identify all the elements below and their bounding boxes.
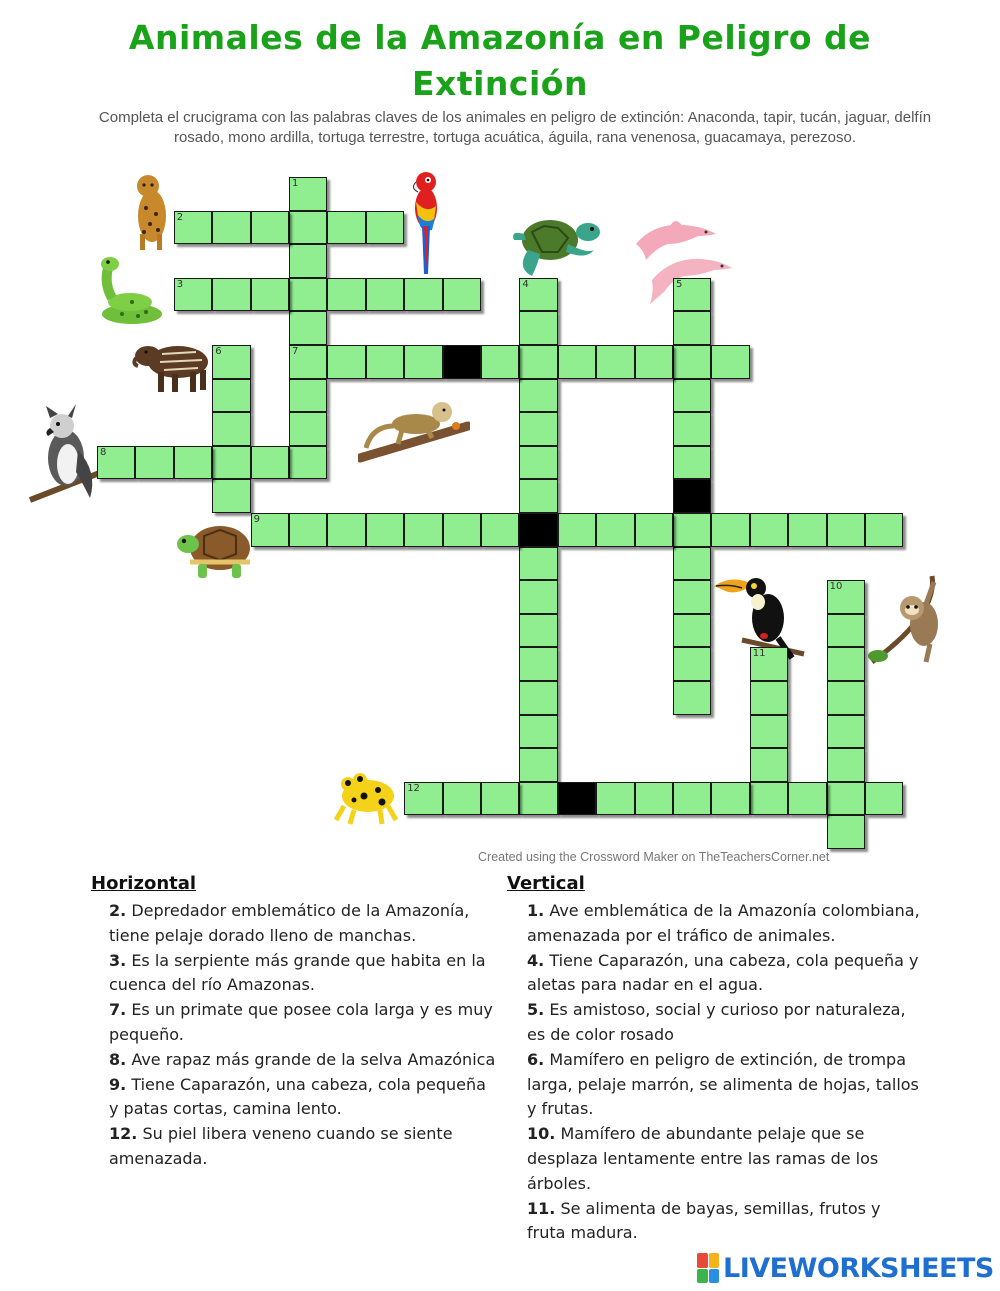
crossword-cell-input[interactable]: [367, 279, 403, 311]
crossword-cell[interactable]: [404, 782, 442, 816]
crossword-cell[interactable]: [366, 278, 404, 312]
crossword-cell-input[interactable]: [520, 447, 556, 479]
crossword-cell[interactable]: [212, 278, 250, 312]
crossword-cell[interactable]: [289, 345, 327, 379]
crossword-cell[interactable]: [596, 782, 634, 816]
crossword-cell[interactable]: [673, 311, 711, 345]
crossword-cell[interactable]: [212, 379, 250, 413]
crossword-cell-input[interactable]: [367, 346, 403, 378]
crossword-cell-input[interactable]: [175, 447, 211, 479]
clue-number: 2: [176, 211, 184, 223]
crossword-cell-input[interactable]: [597, 514, 633, 546]
crossword-cell[interactable]: [135, 446, 173, 480]
crossword-cell-input[interactable]: [751, 749, 787, 781]
clue-number-label: 12.: [109, 1124, 138, 1144]
crossword-cell[interactable]: [289, 211, 327, 245]
crossword-cell[interactable]: [212, 479, 250, 513]
crossword-cell-input[interactable]: [559, 346, 595, 378]
crossword-cell[interactable]: [366, 513, 404, 547]
clue-text: Tiene Caparazón, una cabeza, cola pequeña y aletas para nadar en el agua.: [527, 950, 919, 995]
crossword-cell-input[interactable]: [405, 783, 441, 815]
crossword-cell[interactable]: [289, 446, 327, 480]
vertical-clue: [527, 1197, 922, 1247]
clue-number: 8: [100, 446, 107, 458]
credit-text: Created using the Crossword Maker on TheTeachersCorner.net: [478, 850, 830, 864]
crossword-cell-input[interactable]: [828, 749, 864, 781]
crossword-cell[interactable]: [635, 513, 673, 547]
clue-number-label: 5.: [527, 1000, 545, 1020]
crossword-cell[interactable]: [519, 446, 557, 480]
crossword-cell-input[interactable]: [213, 212, 249, 244]
crossword-cell[interactable]: [673, 345, 711, 379]
clue-number-label: 7.: [109, 1000, 127, 1020]
crossword-cell-input[interactable]: [520, 279, 556, 311]
crossword-block: [673, 479, 711, 513]
crossword-cell-input[interactable]: [252, 279, 288, 311]
crossword-cell[interactable]: [212, 345, 250, 379]
page-title-line-2: Extinción: [412, 64, 588, 103]
crossword-cell-input[interactable]: [559, 514, 595, 546]
clue-number-label: 2.: [109, 901, 127, 920]
crossword-cell-input[interactable]: [405, 346, 441, 378]
crossword-cell[interactable]: [251, 211, 289, 245]
crossword-cell-input[interactable]: [674, 279, 710, 311]
crossword-cell[interactable]: [827, 815, 865, 849]
horizontal-clues: [109, 899, 499, 1172]
crossword-block: [519, 513, 557, 547]
crossword-cell[interactable]: [558, 345, 596, 379]
crossword-cell[interactable]: [404, 278, 442, 312]
clue-number-label: 9.: [109, 1074, 127, 1094]
crossword-cell-input[interactable]: [674, 615, 710, 647]
crossword-cell-input[interactable]: [444, 783, 480, 815]
crossword-cell[interactable]: [673, 647, 711, 681]
crossword-cell[interactable]: [673, 513, 711, 547]
crossword-cell-input[interactable]: [520, 682, 556, 714]
crossword-cell[interactable]: [289, 278, 327, 312]
crossword-cell[interactable]: [827, 748, 865, 782]
crossword-cell-input[interactable]: [444, 279, 480, 311]
crossword-cell-input[interactable]: [828, 581, 864, 613]
crossword-cell-input[interactable]: [520, 346, 556, 378]
crossword-cell-input[interactable]: [482, 783, 518, 815]
crossword-cell-input[interactable]: [751, 648, 787, 680]
logo-badge-icon: [697, 1253, 719, 1283]
clue-number: 4: [522, 278, 529, 290]
crossword-cell-input[interactable]: [828, 783, 864, 815]
crossword-cell-input[interactable]: [405, 279, 441, 311]
crossword-cell[interactable]: [289, 513, 327, 547]
crossword-cell[interactable]: [519, 311, 557, 345]
horizontal-heading: Horizontal: [91, 873, 197, 894]
crossword-cell-input[interactable]: [828, 682, 864, 714]
crossword-cell-input[interactable]: [789, 783, 825, 815]
crossword-cell-input[interactable]: [328, 212, 364, 244]
crossword-cell[interactable]: [251, 278, 289, 312]
crossword-cell[interactable]: [327, 513, 365, 547]
crossword-cell[interactable]: [519, 345, 557, 379]
logo-text: LIVEWORKSHEETS: [723, 1252, 994, 1284]
clue-text: Mamífero en peligro de extinción, de trompa larga, pelaje marrón, se alimenta de hojas, tallos y frutas.: [527, 1049, 919, 1119]
crossword-cell[interactable]: [711, 513, 749, 547]
crossword-cell-input[interactable]: [290, 312, 326, 344]
vertical-clue: [527, 1048, 922, 1122]
crossword-cell-input[interactable]: [328, 279, 364, 311]
crossword-cell[interactable]: [827, 580, 865, 614]
crossword-cell-input[interactable]: [252, 514, 288, 546]
crossword-cell-input[interactable]: [636, 346, 672, 378]
crossword-cell-input[interactable]: [674, 514, 710, 546]
crossword-cell[interactable]: [519, 580, 557, 614]
clue-number-label: 8.: [109, 1049, 127, 1069]
crossword-cell[interactable]: [673, 278, 711, 312]
clue-text: Es un primate que posee cola larga y es muy pequeño.: [109, 1000, 493, 1044]
crossword-cell[interactable]: [673, 681, 711, 715]
crossword-cell[interactable]: [519, 278, 557, 312]
crossword-cell-input[interactable]: [751, 514, 787, 546]
crossword-cell-input[interactable]: [213, 346, 249, 378]
crossword-cell[interactable]: [519, 748, 557, 782]
crossword-cell[interactable]: [673, 412, 711, 446]
crossword-cell-input[interactable]: [213, 279, 249, 311]
crossword-cell-input[interactable]: [328, 514, 364, 546]
crossword-cell-input[interactable]: [674, 682, 710, 714]
crossword-cell[interactable]: [289, 244, 327, 278]
crossword-cell-input[interactable]: [482, 346, 518, 378]
crossword-cell[interactable]: [519, 379, 557, 413]
vertical-clue: [527, 899, 922, 949]
crossword-cell[interactable]: [865, 782, 903, 816]
crossword-cell[interactable]: [750, 715, 788, 749]
crossword-cell-input[interactable]: [674, 346, 710, 378]
crossword-cell[interactable]: [865, 513, 903, 547]
clue-number-label: 6.: [527, 1049, 545, 1069]
crossword-cell-input[interactable]: [213, 380, 249, 412]
crossword-cell-input[interactable]: [597, 783, 633, 815]
crossword-cell[interactable]: [443, 782, 481, 816]
crossword-cell[interactable]: [174, 278, 212, 312]
clue-number: 10: [829, 581, 843, 593]
crossword-cell[interactable]: [827, 647, 865, 681]
vertical-clue: [527, 1122, 922, 1196]
crossword-cell[interactable]: [711, 782, 749, 816]
clue-number-label: 3.: [109, 950, 127, 970]
crossword-cell[interactable]: [673, 614, 711, 648]
crossword-cell-input[interactable]: [252, 447, 288, 479]
crossword-cell[interactable]: [635, 345, 673, 379]
crossword-cell-input[interactable]: [636, 514, 672, 546]
vertical-clue: [527, 998, 922, 1048]
clue-number: 7: [292, 346, 299, 357]
crossword-cell-input[interactable]: [866, 783, 902, 815]
crossword-cell[interactable]: [327, 278, 365, 312]
crossword-cell[interactable]: [481, 513, 519, 547]
crossword-cell-input[interactable]: [789, 514, 825, 546]
crossword-cell[interactable]: [519, 647, 557, 681]
crossword-cell[interactable]: [404, 345, 442, 379]
clue-number-label: 11.: [527, 1198, 556, 1218]
crossword-cell-input[interactable]: [213, 480, 249, 512]
crossword-cell[interactable]: [596, 513, 634, 547]
crossword-cell-input[interactable]: [405, 514, 441, 546]
vertical-clues: [527, 899, 922, 1246]
crossword-cell-input[interactable]: [520, 581, 556, 613]
clue-text: Depredador emblemático de la Amazonía, tiene pelaje dorado lleno de manchas.: [109, 901, 470, 945]
horizontal-clue: [109, 1122, 499, 1172]
clue-text: Mamífero de abundante pelaje que se desplaza lentamente entre las ramas de los árboles.: [527, 1124, 879, 1193]
crossword-cell[interactable]: [827, 681, 865, 715]
clue-number: 12: [407, 782, 420, 794]
crossword-cell-input[interactable]: [674, 581, 710, 613]
crossword-cell-input[interactable]: [136, 447, 172, 479]
page-title: Animales de la Amazonía en Peligro de: [128, 18, 872, 57]
crossword-cell-input[interactable]: [520, 548, 556, 580]
crossword-cell[interactable]: [289, 379, 327, 413]
crossword-cell[interactable]: [596, 345, 634, 379]
crossword-cell[interactable]: [289, 177, 327, 211]
crossword-cell-input[interactable]: [751, 682, 787, 714]
crossword-block: [443, 345, 481, 379]
crossword-cell-input[interactable]: [866, 514, 902, 546]
crossword-cell[interactable]: [750, 647, 788, 681]
crossword-cell-input[interactable]: [328, 346, 364, 378]
crossword-cell-input[interactable]: [674, 548, 710, 580]
crossword-cell[interactable]: [711, 345, 749, 379]
crossword-cell-input[interactable]: [290, 447, 326, 479]
horizontal-clue: [109, 1073, 499, 1123]
clue-number: 5: [676, 278, 683, 290]
vertical-heading: Vertical: [507, 873, 585, 894]
crossword-cell-input[interactable]: [290, 380, 326, 412]
crossword-cell[interactable]: [366, 211, 404, 245]
horizontal-clue: [109, 949, 499, 999]
clue-text: Se alimenta de bayas, semillas, frutos y fruta madura.: [527, 1198, 881, 1243]
crossword-cell-input[interactable]: [252, 212, 288, 244]
crossword-cell-input[interactable]: [828, 615, 864, 647]
crossword-block: [558, 782, 596, 816]
horizontal-clue: [109, 998, 499, 1048]
crossword-cell-input[interactable]: [290, 212, 326, 244]
crossword-cell-input[interactable]: [290, 346, 326, 378]
clue-text: Ave rapaz más grande de la selva Amazónica: [131, 1049, 496, 1069]
crossword-cell[interactable]: [443, 278, 481, 312]
crossword-cell-input[interactable]: [520, 380, 556, 412]
crossword-cell[interactable]: [174, 211, 212, 245]
crossword-cell[interactable]: [558, 513, 596, 547]
crossword-cell[interactable]: [366, 345, 404, 379]
clue-number-label: 10.: [527, 1124, 556, 1144]
crossword-cell-input[interactable]: [751, 783, 787, 815]
crossword-cell-input[interactable]: [674, 312, 710, 344]
crossword-cell[interactable]: [519, 547, 557, 581]
crossword-cell-input[interactable]: [828, 514, 864, 546]
crossword-cell-input[interactable]: [482, 514, 518, 546]
clue-text: Es amistoso, social y curioso por naturaleza, es de color rosado: [527, 1000, 906, 1044]
crossword-cell[interactable]: [673, 446, 711, 480]
crossword-cell[interactable]: [251, 513, 289, 547]
crossword-cell-input[interactable]: [520, 648, 556, 680]
crossword-cell-input[interactable]: [213, 413, 249, 445]
crossword-cell-input[interactable]: [674, 447, 710, 479]
crossword-cell-input[interactable]: [98, 447, 134, 479]
clue-number: 3: [176, 278, 184, 290]
crossword-cell-input[interactable]: [290, 514, 326, 546]
crossword-cell-input[interactable]: [290, 245, 326, 277]
crossword-cell[interactable]: [673, 782, 711, 816]
crossword-cell-input[interactable]: [597, 346, 633, 378]
crossword-cell-input[interactable]: [367, 212, 403, 244]
crossword-cell-input[interactable]: [175, 279, 211, 311]
crossword-cell[interactable]: [251, 446, 289, 480]
crossword-cell-input[interactable]: [444, 514, 480, 546]
crossword-cell[interactable]: [97, 446, 135, 480]
horizontal-clue: [109, 1048, 499, 1073]
crossword-cell[interactable]: [212, 412, 250, 446]
crossword-cell[interactable]: [673, 379, 711, 413]
crossword-cell[interactable]: [519, 681, 557, 715]
crossword-cell[interactable]: [212, 211, 250, 245]
crossword-cell-input[interactable]: [520, 480, 556, 512]
crossword-cell[interactable]: [750, 681, 788, 715]
clue-number: 6: [215, 346, 222, 357]
crossword-cell-input[interactable]: [751, 716, 787, 748]
clue-number-label: 1.: [527, 901, 545, 920]
crossword-cell-input[interactable]: [520, 783, 556, 815]
crossword-cell[interactable]: [750, 748, 788, 782]
crossword-cell-input[interactable]: [290, 413, 326, 445]
crossword-cell-input[interactable]: [290, 279, 326, 311]
crossword-cell[interactable]: [788, 513, 826, 547]
crossword-cell-input[interactable]: [674, 648, 710, 680]
clue-text: Ave emblemática de la Amazonía colombiana, amenazada por el tráfico de animales.: [527, 901, 920, 945]
crossword-cell-input[interactable]: [213, 447, 249, 479]
crossword-cell-input[interactable]: [520, 749, 556, 781]
instructions: Completa el crucigrama con las palabras claves de los animales en peligro de extinción: Anaconda, tapir, tucán, jaguar, delfín rosado, mono ardilla, tortuga terrestre, tortuga acuática, águila, rana venenosa, guacamaya, perezoso.: [98, 109, 932, 146]
crossword-cell[interactable]: [673, 547, 711, 581]
crossword-cell-input[interactable]: [367, 514, 403, 546]
crossword-cell[interactable]: [827, 513, 865, 547]
crossword-cell-input[interactable]: [520, 716, 556, 748]
liveworksheets-logo: [697, 1251, 994, 1285]
crossword-cell[interactable]: [750, 513, 788, 547]
crossword-cell-input[interactable]: [520, 312, 556, 344]
crossword-cell[interactable]: [827, 715, 865, 749]
crossword-cell[interactable]: [174, 446, 212, 480]
clue-number: 11: [752, 648, 766, 660]
crossword-cell[interactable]: [519, 614, 557, 648]
crossword-cell[interactable]: [404, 513, 442, 547]
crossword-cell-input[interactable]: [520, 413, 556, 445]
crossword-cell[interactable]: [519, 715, 557, 749]
crossword-cell[interactable]: [289, 311, 327, 345]
crossword-cell[interactable]: [519, 479, 557, 513]
vertical-clue: [527, 949, 922, 999]
crossword-cell-input[interactable]: [674, 413, 710, 445]
clue-text: Tiene Caparazón, una cabeza, cola pequeña y patas cortas, camina lento.: [109, 1074, 486, 1119]
crossword-cell[interactable]: [673, 580, 711, 614]
crossword-cell[interactable]: [827, 782, 865, 816]
crossword-cell-input[interactable]: [674, 380, 710, 412]
horizontal-clue: [109, 899, 499, 949]
clue-text: Es la serpiente más grande que habita en la cuenca del río Amazonas.: [109, 950, 486, 995]
crossword-cell[interactable]: [788, 782, 826, 816]
crossword-cell[interactable]: [519, 782, 557, 816]
crossword-cell-input[interactable]: [290, 178, 326, 210]
crossword-cell-input[interactable]: [828, 648, 864, 680]
crossword-cell[interactable]: [635, 782, 673, 816]
crossword-cell[interactable]: [750, 782, 788, 816]
crossword-cell-input[interactable]: [712, 514, 748, 546]
crossword-cell[interactable]: [327, 211, 365, 245]
crossword-cell[interactable]: [481, 345, 519, 379]
crossword-cell-input[interactable]: [712, 783, 748, 815]
crossword-cell[interactable]: [289, 412, 327, 446]
crossword-cell[interactable]: [481, 782, 519, 816]
crossword-cell-input[interactable]: [636, 783, 672, 815]
crossword-cell-input[interactable]: [175, 212, 211, 244]
crossword-cell[interactable]: [327, 345, 365, 379]
clue-text: Su piel libera veneno cuando se siente amenazada.: [109, 1124, 453, 1168]
crossword-cell[interactable]: [443, 513, 481, 547]
crossword-cell[interactable]: [827, 614, 865, 648]
crossword-cell-input[interactable]: [520, 615, 556, 647]
crossword-cell-input[interactable]: [712, 346, 748, 378]
crossword-cell-input[interactable]: [828, 716, 864, 748]
crossword-cell-input[interactable]: [674, 783, 710, 815]
clue-number: 1: [292, 178, 299, 189]
crossword-cell[interactable]: [519, 412, 557, 446]
crossword-cell-input[interactable]: [828, 816, 864, 848]
clue-number: 9: [253, 514, 260, 525]
clue-number-label: 4.: [527, 950, 545, 970]
crossword-cell[interactable]: [212, 446, 250, 480]
